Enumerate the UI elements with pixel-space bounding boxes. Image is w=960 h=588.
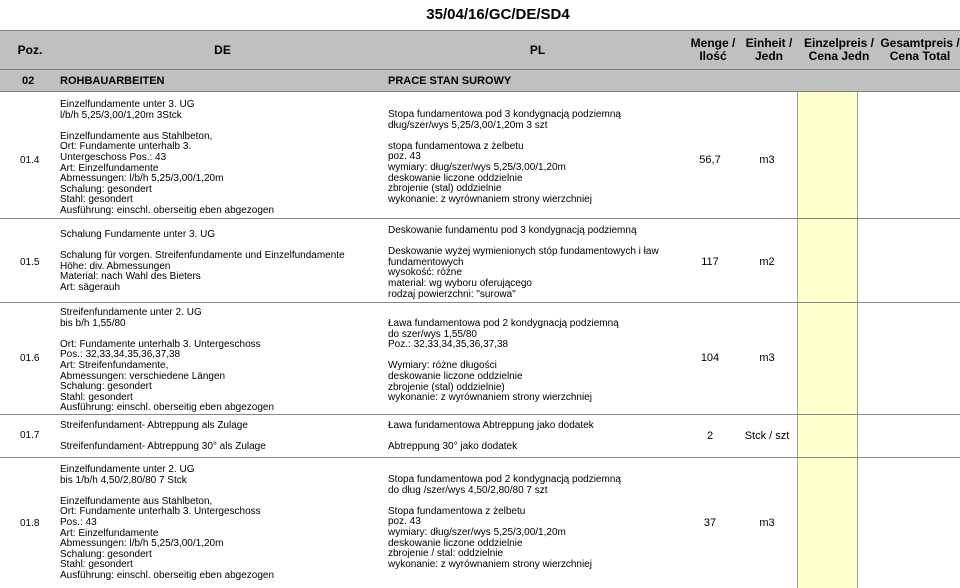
row-description-de: Schalung Fundamente unter 3. UG Schalung für vorgen. Streifenfundamente und Einzelfundamente Höhe: div. Abmessungen Material: nach Wahl des Bieters Art: sägerauh bbox=[60, 229, 345, 293]
row-unit: m3 bbox=[759, 352, 775, 364]
unit-price-cell[interactable] bbox=[797, 458, 857, 588]
header-qty: Menge / Ilość bbox=[690, 36, 736, 63]
total-price-cell bbox=[857, 219, 960, 302]
row-description-de: Streifenfundament- Abtreppung als Zulage Streifenfundament- Abtreppung 30° als Zulage bbox=[60, 420, 266, 453]
header-de: DE bbox=[214, 42, 231, 57]
row-position: 01.4 bbox=[20, 155, 40, 166]
row-description-pl: Stopa fundamentowa pod 2 kondygnacją podziemną do dług /szer/wys 4,50/2,80/80 7 szt Stopa fundamentowa z żelbetu poz. 43 wymiary: dług/szer/wys 5,25/3,00/1,20m deskowanie liczone oddzielnie zbrojenie / stal: oddzielnie wykonanie: z wyrównaniem strony wierzchniej bbox=[388, 474, 621, 570]
table-row bbox=[0, 415, 960, 458]
table-header bbox=[0, 30, 960, 70]
total-price-cell bbox=[857, 458, 960, 588]
total-price-cell bbox=[857, 415, 960, 457]
row-description-pl: Stopa fundamentowa pod 3 kondygnacją podziemną dług/szer/wys 5,25/3,00/1,20m 3 szt stopa fundamentowa z żelbetu poz. 43 wymiary: dług/szer/wys 5,25/3,00/1,20m deskowanie liczone oddzielnie zbrojenie (stal) oddzielnie wykonanie: z wyrównaniem strony wierzchniej bbox=[388, 109, 621, 205]
section-title-pl: PRACE STAN SUROWY bbox=[388, 75, 512, 87]
row-unit: m3 bbox=[759, 517, 775, 529]
header-pl: PL bbox=[529, 42, 546, 57]
section-number: 02 bbox=[22, 75, 35, 87]
row-quantity: 104 bbox=[700, 352, 720, 364]
row-description-de: Einzelfundamente unter 2. UG bis 1/b/h 4,50/2,80/80 7 Stck Einzelfundamente aus Stahlbeton, Ort: Fundamente unterhalb 3. Untergeschoss Pos.: 43 Art: Einzelfundamente Abmessungen: l/b/h 5,25/3,00/1,20m Schalung: gesondert Stahl: gesondert Ausführung: einschl. oberseitig eben abgezogen bbox=[60, 464, 275, 581]
header-pos: Poz. bbox=[17, 42, 43, 57]
row-description-de: Einzelfundamente unter 3. UG l/b/h 5,25/3,00/1,20m 3Stck Einzelfundamente aus Stahlbeton, Ort: Fundamente unterhalb 3. Untergeschoss Pos.: 43 Art: Einzelfundamente Abmessungen: l/b/h 5,25/3,00/1,20m Schalung: gesondert Stahl: gesondert Ausführung: einschl. oberseitig eben abgezogen bbox=[60, 99, 275, 216]
row-description-de: Streifenfundamente unter 2. UG bis b/h 1,55/80 Ort: Fundamente unterhalb 3. Untergeschoss Pos.: 32,33,34,35,36,37,38 Art: Streifenfundamente, Abmessungen: verschiedene Längen Schalung: gesondert Stahl: gesondert Ausführung: einschl. oberseitig eben abgezogen bbox=[60, 307, 275, 414]
row-position: 01.8 bbox=[20, 518, 40, 529]
unit-price-cell[interactable] bbox=[797, 92, 857, 218]
row-description-pl: Ława fundamentowa Abtreppung jako dodatek Abtreppung 30° jako dodatek bbox=[388, 420, 594, 453]
row-position: 01.7 bbox=[20, 430, 40, 441]
section-row bbox=[0, 70, 960, 92]
row-quantity: 56,7 bbox=[699, 154, 721, 166]
row-position: 01.5 bbox=[20, 257, 40, 268]
unit-price-cell[interactable] bbox=[797, 303, 857, 414]
unit-price-cell[interactable] bbox=[797, 219, 857, 302]
section-title-de: ROHBAUARBEITEN bbox=[60, 75, 165, 87]
document-title: 35/04/16/GC/DE/SD4 bbox=[426, 6, 570, 23]
row-unit: Stck / szt bbox=[744, 430, 790, 442]
row-quantity: 37 bbox=[703, 517, 717, 529]
row-unit: m2 bbox=[759, 256, 775, 268]
unit-price-cell[interactable] bbox=[797, 415, 857, 457]
header-total: Gesamtpreis / Cena Total bbox=[880, 36, 960, 63]
row-description-pl: Deskowanie fundamentu pod 3 kondygnacją podziemną Deskowanie wyżej wymienionych stóp fundamentowych i ław fundamentowych wysokość: różne materiał: wg wyboru oferującego rodzaj powierzchni: "surowa" bbox=[388, 225, 659, 300]
table-row bbox=[0, 219, 960, 303]
table-row bbox=[0, 458, 960, 588]
row-quantity: 2 bbox=[706, 430, 714, 442]
row-unit: m3 bbox=[759, 154, 775, 166]
table-row bbox=[0, 303, 960, 415]
table-row bbox=[0, 92, 960, 219]
row-quantity: 117 bbox=[701, 256, 719, 268]
total-price-cell bbox=[857, 92, 960, 218]
row-description-pl: Ława fundamentowa pod 2 kondygnacją podziemną do szer/wys 1,55/80 Poz.: 32,33,34,35,36,37,38 Wymiary: różne długości deskowanie liczone oddzielnie zbrojenie (stal) oddzielnie) wykonanie: z wyrównaniem strony wierzchniej bbox=[388, 318, 619, 404]
total-price-cell bbox=[857, 303, 960, 414]
row-position: 01.6 bbox=[20, 353, 40, 364]
header-price: Einzelpreis / Cena Jedn bbox=[803, 36, 875, 63]
header-unit: Einheit / Jedn bbox=[745, 36, 793, 63]
